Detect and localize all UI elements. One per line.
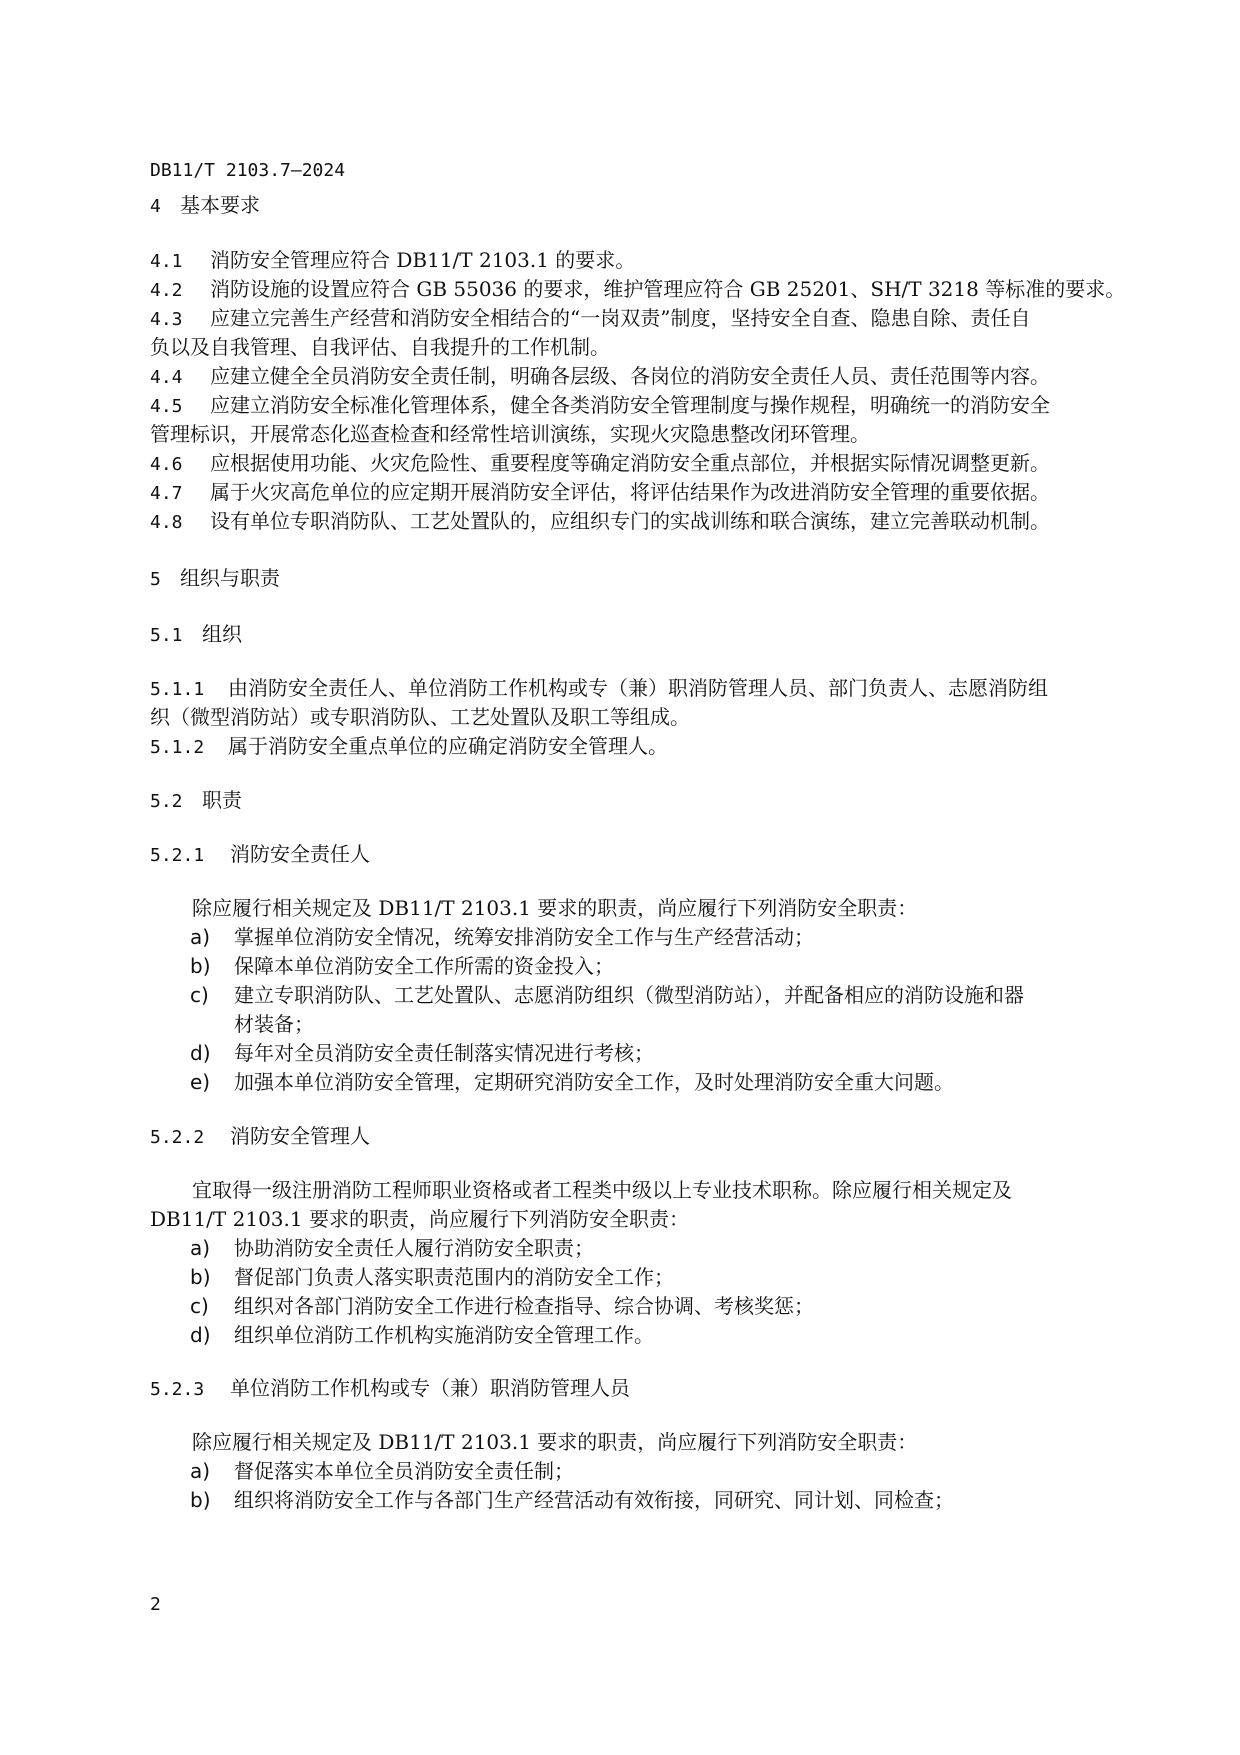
list-text: 每年对全员消防安全责任制落实情况进行考核； <box>234 1041 654 1065</box>
clause-text: 属于火灾高危单位的应定期开展消防安全评估，将评估结果作为改进消防安全管理的重要依据。 <box>210 480 1050 504</box>
subsection-number: 5.2 <box>150 791 183 812</box>
list-text: 督促部门负责人落实职责范围内的消防安全工作； <box>234 1265 674 1289</box>
clause-5-1-1 <box>150 674 1048 704</box>
clause-number: 4.6 <box>150 454 183 475</box>
clause-4-4 <box>150 362 1050 392</box>
list-text: 加强本单位消防安全管理，定期研究消防安全工作，及时处理消防安全重大问题。 <box>234 1070 954 1094</box>
clause-5-1-2 <box>150 732 668 762</box>
page-number: 2 <box>150 1594 161 1615</box>
list-item <box>190 1068 954 1096</box>
list-marker: d) <box>190 1041 211 1065</box>
clause-4-2 <box>150 275 1125 305</box>
list-text: 保障本单位消防安全工作所需的资金投入； <box>234 954 614 978</box>
doc-code-header: DB11/T 2103.7—2024 <box>150 160 346 181</box>
list-item <box>190 1234 594 1262</box>
clause-number: 4.8 <box>150 512 183 533</box>
clause-4-5 <box>150 391 1050 421</box>
clause-text: 消防设施的设置应符合 GB 55036 的要求，维护管理应符合 GB 25201、SH/T 3218 等标准的要求。 <box>210 277 1126 301</box>
list-marker: c) <box>190 1294 209 1318</box>
list-text: 组织对各部门消防安全工作进行检查指导、综合协调、考核奖惩； <box>234 1294 814 1318</box>
list-item-cont: 材装备； <box>234 1012 314 1036</box>
list-text: 督促落实本单位全员消防安全责任制； <box>234 1459 574 1483</box>
list-item <box>190 1263 674 1291</box>
clause-5-2-2-heading <box>150 1122 370 1152</box>
clause-title: 消防安全责任人 <box>230 842 370 866</box>
clause-number: 4.5 <box>150 396 183 417</box>
clause-5-1-1-cont: 织（微型消防站）或专职消防队、工艺处置队及职工等组成。 <box>150 705 690 729</box>
clause-5-2-3-heading <box>150 1374 630 1404</box>
clause-text: 设有单位专职消防队、工艺处置队的，应组织专门的实战训练和联合演练，建立完善联动机制。 <box>210 509 1050 533</box>
clause-number: 4.3 <box>150 309 183 330</box>
section-4-number: 4 <box>150 196 161 217</box>
clause-text: 应建立完善生产经营和消防安全相结合的“一岗双责”制度，坚持安全自查、隐患自除、责任自 <box>210 306 1031 330</box>
clause-number: 5.2.2 <box>150 1127 205 1148</box>
section-4-heading <box>150 191 260 221</box>
clause-text: 应根据使用功能、火灾危险性、重要程度等确定消防安全重点部位，并根据实际情况调整更新。 <box>210 451 1050 475</box>
clause-5-2-3-intro: 除应履行相关规定及 DB11/T 2103.1 要求的职责，尚应履行下列消防安全职责： <box>192 1430 918 1454</box>
clause-number: 5.2.1 <box>150 845 205 866</box>
list-item <box>190 923 814 951</box>
clause-5-2-2-intro-cont: DB11/T 2103.1 要求的职责，尚应履行下列消防安全职责： <box>150 1207 689 1231</box>
subsection-5-2-heading <box>150 786 242 816</box>
clause-4-6 <box>150 449 1050 479</box>
section-4-title: 基本要求 <box>180 193 260 217</box>
clause-number: 4.1 <box>150 251 183 272</box>
list-item <box>190 1292 814 1320</box>
clause-5-2-1-intro: 除应履行相关规定及 DB11/T 2103.1 要求的职责，尚应履行下列消防安全职责： <box>192 896 918 920</box>
clause-number: 4.2 <box>150 280 183 301</box>
list-item <box>190 1321 654 1349</box>
subsection-title: 职责 <box>202 788 242 812</box>
clause-number: 4.4 <box>150 367 183 388</box>
clause-4-1 <box>150 246 635 276</box>
subsection-number: 5.1 <box>150 625 183 646</box>
list-marker: a) <box>190 1459 211 1483</box>
section-5-title: 组织与职责 <box>180 566 280 590</box>
clause-title: 单位消防工作机构或专（兼）职消防管理人员 <box>230 1376 630 1400</box>
clause-4-8 <box>150 507 1050 537</box>
list-text: 组织单位消防工作机构实施消防安全管理工作。 <box>234 1323 654 1347</box>
clause-4-7 <box>150 478 1050 508</box>
subsection-5-1-heading <box>150 620 242 650</box>
clause-number: 5.1.1 <box>150 679 205 700</box>
list-item <box>190 981 1024 1009</box>
list-marker: a) <box>190 925 211 949</box>
list-item <box>190 1039 654 1067</box>
clause-5-2-1-heading <box>150 840 370 870</box>
list-marker: b) <box>190 954 211 978</box>
clause-4-3-cont: 负以及自我管理、自我评估、自我提升的工作机制。 <box>150 335 610 359</box>
subsection-title: 组织 <box>202 622 242 646</box>
list-text: 协助消防安全责任人履行消防安全职责； <box>234 1236 594 1260</box>
clause-text: 应建立健全全员消防安全责任制，明确各层级、各岗位的消防安全责任人员、责任范围等内容。 <box>210 364 1050 388</box>
clause-title: 消防安全管理人 <box>230 1124 370 1148</box>
list-marker: c) <box>190 983 209 1007</box>
list-marker: b) <box>190 1488 211 1512</box>
list-item <box>190 1457 574 1485</box>
list-item <box>190 1486 954 1514</box>
clause-text: 应建立消防安全标准化管理体系，健全各类消防安全管理制度与操作规程，明确统一的消防安全 <box>210 393 1050 417</box>
list-marker: b) <box>190 1265 211 1289</box>
list-marker: e) <box>190 1070 211 1094</box>
list-item <box>190 952 614 980</box>
clause-number: 4.7 <box>150 483 183 504</box>
clause-number: 5.2.3 <box>150 1379 205 1400</box>
clause-4-3 <box>150 304 1030 334</box>
clause-5-2-2-intro: 宜取得一级注册消防工程师职业资格或者工程类中级以上专业技术职称。除应履行相关规定及 <box>192 1178 1012 1202</box>
section-5-heading <box>150 564 280 594</box>
clause-text: 消防安全管理应符合 DB11/T 2103.1 的要求。 <box>210 248 636 272</box>
clause-4-5-cont: 管理标识，开展常态化巡查检查和经常性培训演练，实现火灾隐患整改闭环管理。 <box>150 422 870 446</box>
list-marker: a) <box>190 1236 211 1260</box>
list-marker: d) <box>190 1323 211 1347</box>
clause-text: 由消防安全责任人、单位消防工作机构或专（兼）职消防管理人员、部门负责人、志愿消防组 <box>228 676 1048 700</box>
clause-number: 5.1.2 <box>150 737 205 758</box>
list-text: 掌握单位消防安全情况，统筹安排消防安全工作与生产经营活动； <box>234 925 814 949</box>
section-5-number: 5 <box>150 569 161 590</box>
clause-text: 属于消防安全重点单位的应确定消防安全管理人。 <box>228 734 668 758</box>
list-text: 组织将消防安全工作与各部门生产经营活动有效衔接，同研究、同计划、同检查； <box>234 1488 954 1512</box>
list-text: 建立专职消防队、工艺处置队、志愿消防组织（微型消防站），并配备相应的消防设施和器 <box>234 983 1024 1007</box>
